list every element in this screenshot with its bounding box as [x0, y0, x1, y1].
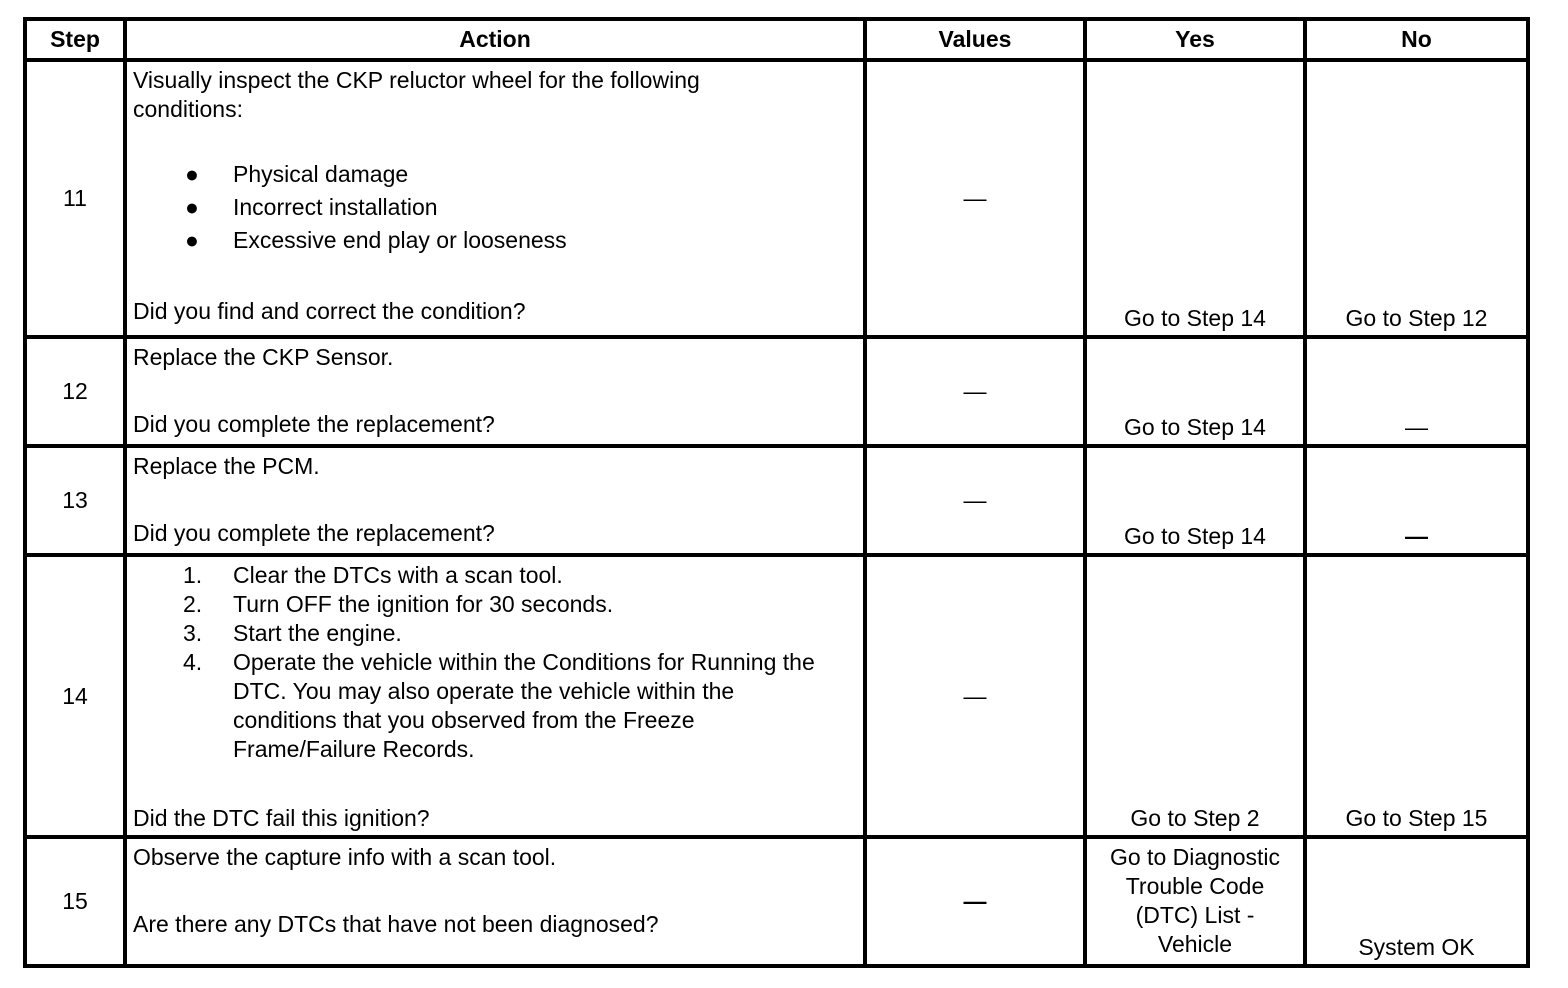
header-step: Step [25, 19, 125, 60]
values-cell: — [865, 555, 1085, 837]
step-number: 12 [25, 337, 125, 446]
action-question: Did you complete the replacement? [133, 411, 495, 437]
yes-result: Go to Step 2 [1085, 555, 1305, 837]
list-item: 3. Start the engine. [183, 620, 402, 646]
table-row [25, 337, 1528, 446]
table-row [25, 446, 1528, 555]
action-cell [125, 555, 865, 837]
header-no: No [1305, 19, 1528, 60]
action-cell [125, 446, 865, 555]
yes-result: Go to Step 14 [1085, 60, 1305, 337]
action-cell [125, 837, 865, 966]
yes-result: Go to Diagnostic Trouble Code (DTC) List - Vehicle [1085, 837, 1305, 966]
action-question: Did the DTC fail this ignition? [133, 805, 430, 831]
step-number: 14 [25, 555, 125, 837]
table-row [25, 837, 1528, 966]
action-intro: Visually inspect the CKP reluctor wheel for the following conditions: [133, 67, 700, 122]
procedure-list [133, 561, 857, 764]
condition-list [133, 158, 857, 257]
action-intro: Replace the CKP Sensor. [133, 344, 394, 370]
list-item: 1. Clear the DTCs with a scan tool. [183, 562, 563, 588]
yes-result: Go to Step 14 [1085, 446, 1305, 555]
diagnostic-table [23, 17, 1530, 968]
header-action: Action [125, 19, 865, 60]
values-cell: — [865, 337, 1085, 446]
header-yes: Yes [1085, 19, 1305, 60]
header-row [25, 19, 1528, 60]
step-number: 11 [25, 60, 125, 337]
no-result: System OK [1305, 837, 1528, 966]
action-intro: Observe the capture info with a scan tool. [133, 844, 557, 870]
bullet-icon: ● [185, 161, 199, 187]
action-cell [125, 337, 865, 446]
list-item: ● Incorrect installation [133, 191, 857, 224]
action-cell [125, 60, 865, 337]
list-item: 2. Turn OFF the ignition for 30 seconds. [183, 591, 614, 617]
step-number: 15 [25, 837, 125, 966]
list-item: 4. Operate the vehicle within the Conditions for Running the DTC. You may also operate the vehicle within the conditions that you observed from the Freeze Frame/Failure Records. [183, 649, 815, 762]
values-cell: — [865, 60, 1085, 337]
action-question: Did you find and correct the condition? [133, 298, 526, 324]
list-item: ● Excessive end play or looseness [133, 224, 857, 257]
no-result: Go to Step 12 [1305, 60, 1528, 337]
action-intro: Replace the PCM. [133, 453, 320, 479]
list-item: ● Physical damage [133, 158, 857, 191]
yes-result: Go to Step 14 [1085, 337, 1305, 446]
bullet-icon: ● [185, 194, 199, 220]
table-row [25, 60, 1528, 337]
action-question: Did you complete the replacement? [133, 520, 495, 546]
no-result: — [1305, 446, 1528, 555]
table-row [25, 555, 1528, 837]
bullet-icon: ● [185, 227, 199, 253]
header-values: Values [865, 19, 1085, 60]
no-result: — [1305, 337, 1528, 446]
values-cell: — [865, 446, 1085, 555]
values-cell: — [865, 837, 1085, 966]
action-question: Are there any DTCs that have not been diagnosed? [133, 911, 659, 937]
step-number: 13 [25, 446, 125, 555]
no-result: Go to Step 15 [1305, 555, 1528, 837]
